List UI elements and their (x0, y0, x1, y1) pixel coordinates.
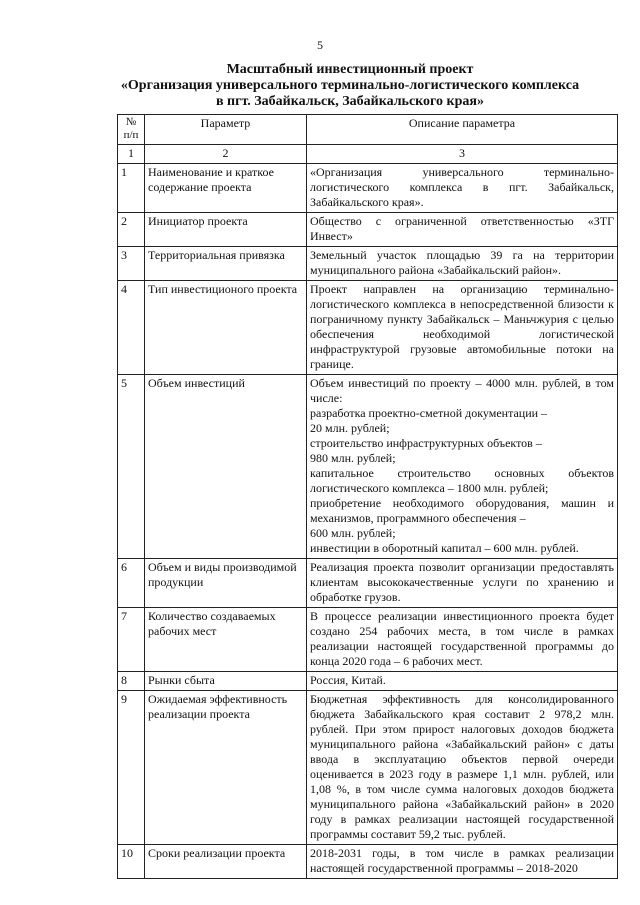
table-row (118, 672, 618, 691)
description-line: 980 млн. рублей; (310, 451, 396, 465)
column-numbers-row (118, 145, 618, 164)
row-number: 1 (118, 164, 145, 213)
description-line: 20 млн. рублей; (310, 421, 390, 435)
row-parameter: Ожидаемая эффективность реализации проекта (145, 691, 307, 845)
row-description (307, 608, 618, 672)
row-number: 5 (118, 375, 145, 559)
description-line: 2018-2031 годы, в том числе в рамках реализации настоящей государственной программы – 2018-2020 (310, 846, 614, 875)
description-line: «Организация универсального терминально-логистического комплекса в пгт. Забайкальск, Забайкальского края». (310, 165, 614, 209)
row-description (307, 672, 618, 691)
table-row (118, 691, 618, 845)
table-header-row (118, 115, 618, 145)
row-parameter: Наименование и краткое содержание проекта (145, 164, 307, 213)
row-description (307, 375, 618, 559)
column-number-3: 3 (307, 145, 618, 164)
row-parameter: Сроки реализации проекта (145, 845, 307, 879)
title-line-2: «Организация универсального терминально-логистического комплекса (120, 78, 580, 93)
row-description (307, 213, 618, 247)
row-number: 6 (118, 559, 145, 608)
table-body (118, 164, 618, 879)
table-row (118, 213, 618, 247)
row-parameter: Тип инвестиционого проекта (145, 281, 307, 375)
page-number: 5 (317, 38, 323, 52)
row-parameter: Количество создаваемых рабочих мест (145, 608, 307, 672)
table-row (118, 375, 618, 559)
description-line: разработка проектно-сметной документации – (310, 406, 548, 420)
row-description (307, 691, 618, 845)
row-description (307, 281, 618, 375)
table-row (118, 247, 618, 281)
table-row (118, 845, 618, 879)
row-number: 4 (118, 281, 145, 375)
description-line: Общество с ограниченной ответственностью «ЗТГ Инвест» (310, 214, 614, 243)
column-number-2: 2 (145, 145, 307, 164)
header-number: № п/п (118, 115, 145, 145)
row-parameter: Рынки сбыта (145, 672, 307, 691)
description-line: Россия, Китай. (310, 673, 386, 687)
description-line: Реализация проекта позволит организации предоставлять клиентам высококачественные услуги по хранению и обработке грузов. (310, 560, 614, 604)
row-number: 2 (118, 213, 145, 247)
row-number: 3 (118, 247, 145, 281)
row-number: 9 (118, 691, 145, 845)
title-line-1: Масштабный инвестиционный проект (226, 62, 474, 77)
description-line: Объем инвестиций по проекту – 4000 млн. рублей, в том числе: (310, 376, 614, 405)
row-description (307, 164, 618, 213)
description-line: Бюджетная эффективность для консолидированного бюджета Забайкальского края составит 2 978,2 млн. рублей. При этом прирост налоговых доходов бюджета муниципального района «Забайкальский район» с даты ввода в эксплуатацию объектов первой очереди оценивается в 2023 году в размере 1,1 млн. рублей, или 1,08 %, в том числе сумма налоговых доходов бюджета муниципального района «Забайкальский район» в 2020 году в рамках реализации настоящей государственной программы составит 59,2 тыс. рублей. (310, 692, 614, 841)
description-line: капитальное строительство основных объектов логистического комплекса – 1800 млн. рублей; (310, 466, 614, 495)
row-number: 10 (118, 845, 145, 879)
table-row (118, 559, 618, 608)
header-parameter: Параметр (145, 115, 307, 145)
header-description: Описание параметра (307, 115, 618, 145)
column-number-1: 1 (118, 145, 145, 164)
description-line: инвестиции в оборотный капитал – 600 млн. рублей. (310, 541, 579, 555)
row-parameter: Инициатор проекта (145, 213, 307, 247)
row-description (307, 247, 618, 281)
row-parameter: Объем и виды производимой продукции (145, 559, 307, 608)
description-line: строительство инфраструктурных объектов – (310, 436, 542, 450)
table-row (118, 608, 618, 672)
row-number: 8 (118, 672, 145, 691)
row-description (307, 559, 618, 608)
table-row (118, 281, 618, 375)
row-parameter: Территориальная привязка (145, 247, 307, 281)
parameters-table (117, 114, 618, 879)
description-line: 600 млн. рублей; (310, 526, 396, 540)
title-line-3: в пгт. Забайкальск, Забайкальского края» (215, 94, 484, 109)
table-row (118, 164, 618, 213)
description-line: В процессе реализации инвестиционного проекта будет создано 254 рабочих места, в том числе в рамках реализации настоящей государственной программы до конца 2020 года – 6 рабочих мест. (310, 609, 614, 668)
row-number: 7 (118, 608, 145, 672)
description-line: Проект направлен на организацию терминально-логистического комплекса в непосредственной близости к пограничному пункту Забайкальск – Маньчжурия с целью обеспечения необходимой логистической инфраструктурой грузовые автомобильные потоки на границе. (310, 282, 614, 371)
row-parameter: Объем инвестиций (145, 375, 307, 559)
description-line: Земельный участок площадью 39 га на территории муниципального района «Забайкальский район». (310, 248, 614, 277)
row-description (307, 845, 618, 879)
document-title (100, 62, 600, 110)
description-line: приобретение необходимого оборудования, машин и механизмов, программного обеспечения – (310, 496, 614, 525)
